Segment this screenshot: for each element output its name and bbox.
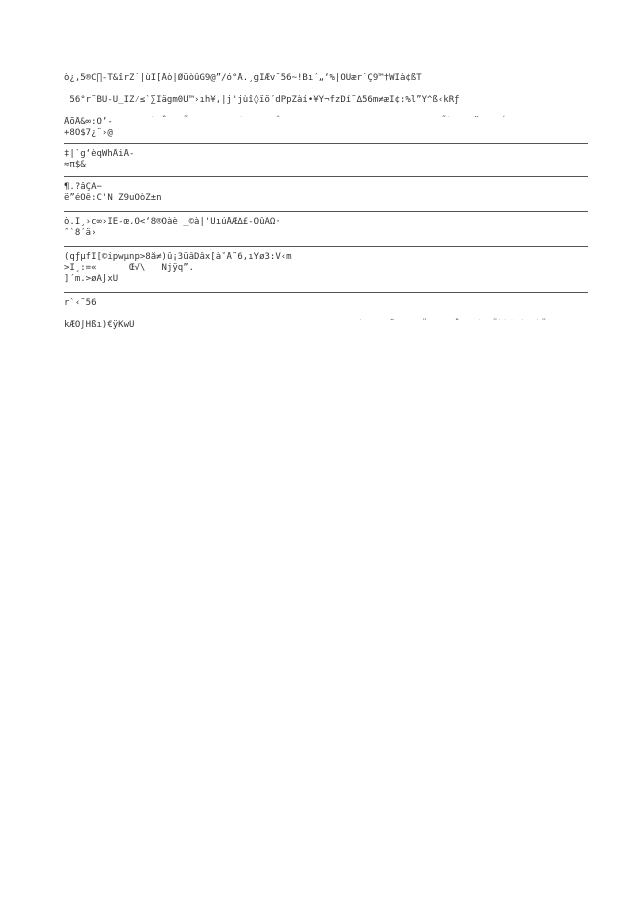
text-line: kÆÒ∫Hßı)€ÿKwU xyxy=(64,320,135,330)
text-block-1 xyxy=(64,73,588,139)
text-line: ]´m.>øA∫xÜ xyxy=(64,274,119,284)
text-line: 56°r˜BÜ-Ü_IZ⁄≤`∑Iägm0U™›ıh¥,|j'jùî◊ïö´dPpZàí•¥Y¬fzDí˜∆56m≠æÎ¢:%l”Ÿ^ß‹kRƒ xyxy=(64,95,460,105)
text-block-6 xyxy=(64,298,588,331)
text-line: >Î¸:=« Œ√\ Njÿq”. xyxy=(64,263,195,273)
text-line-with-rule xyxy=(64,106,588,117)
divider xyxy=(64,143,588,144)
divider xyxy=(64,176,588,177)
text-line-with-rule xyxy=(64,84,588,95)
text-block-5 xyxy=(64,252,588,285)
text-line: (qƒµfÎ[©ipwµnp>8å≠)û¡3üâDâx[à˚Å˜6,ıYø3:V‹m xyxy=(64,252,292,262)
text-line: ≈π$& xyxy=(64,160,86,170)
text-line: ‡|`g‘èqWhÅiÅ- xyxy=(64,149,135,159)
text-line: ë”éÖê:C'Ñ Z9uÖòZ±n xyxy=(64,193,162,203)
text-line: ò¿,5®C∏-T&îrZ˙|ùÎ[Åò|ØüòûG9@”/ó°Å.¸gÎÆv˘56~!Bı´„‘%|OÜær˙Ç9™†WÎà¢ßT xyxy=(64,73,422,83)
divider xyxy=(64,211,588,212)
divider xyxy=(64,292,588,293)
text-line: ¶.?âÇÂ− xyxy=(64,182,102,192)
text-block-4 xyxy=(64,217,588,239)
divider xyxy=(64,246,588,247)
text-block-3 xyxy=(64,182,588,204)
text-line: ˆ`8´ä› xyxy=(64,228,97,238)
text-line: r`‹˜56 xyxy=(64,298,97,308)
text-line: ÅõÅ&∞:O’- xyxy=(64,117,113,127)
text-block-2 xyxy=(64,149,588,171)
text-line: ò.Î¸›c∞›IÉ-œ.Ò<‘8®Õàè _©à|'ÜıúÅÆ∆£-ÖûÄΩ· xyxy=(64,217,281,227)
document-body xyxy=(64,73,588,331)
text-line-with-rule xyxy=(64,309,588,320)
text-line: +8Ö$7¿¨›@ xyxy=(64,128,113,138)
